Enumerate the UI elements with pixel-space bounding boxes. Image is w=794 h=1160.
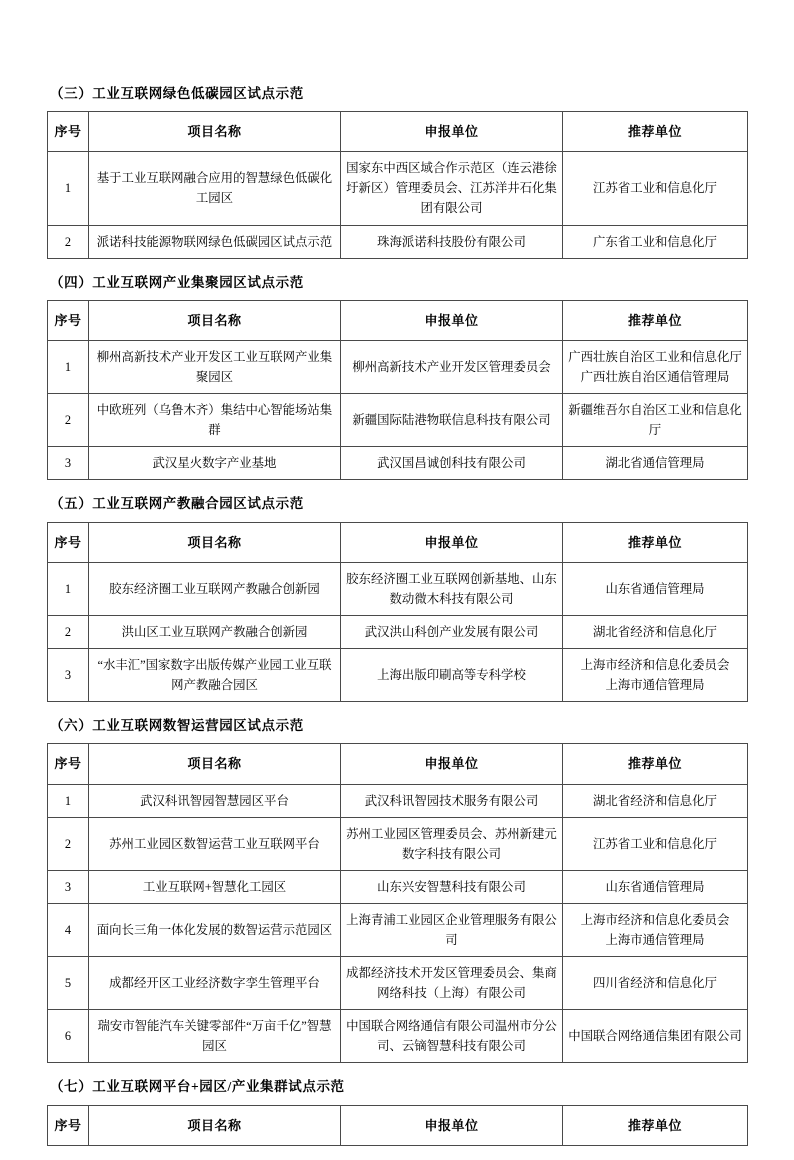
- cell-no: 2: [48, 394, 89, 447]
- cell-no: 3: [48, 447, 89, 480]
- column-header-apply: 申报单位: [341, 300, 563, 340]
- cell-applicant: 上海青浦工业园区企业管理服务有限公司: [341, 903, 563, 956]
- table-row: [48, 817, 748, 870]
- section-heading: （六）工业互联网数智运营园区试点示范: [50, 718, 304, 734]
- cell-applicant: 武汉科讯智园技术服务有限公司: [341, 784, 563, 817]
- text-line: 广西壮族自治区通信管理局: [580, 370, 730, 385]
- column-header-name: 项目名称: [89, 522, 341, 562]
- cell-recommender: [563, 903, 748, 956]
- cell-no: 3: [48, 870, 89, 903]
- column-header-apply: 申报单位: [341, 112, 563, 152]
- column-header-no: 序号: [48, 744, 89, 784]
- cell-recommender: 湖北省经济和信息化厅: [563, 615, 748, 648]
- cell-project-name: 工业互联网+智慧化工园区: [89, 870, 341, 903]
- cell-recommender: 山东省通信管理局: [563, 562, 748, 615]
- cell-project-name: 基于工业互联网融合应用的智慧绿色低碳化工园区: [89, 152, 341, 225]
- multi-line-text: [568, 347, 742, 387]
- cell-no: 1: [48, 562, 89, 615]
- projects-table: [47, 1105, 748, 1146]
- text-line: 广西壮族自治区工业和信息化厅: [568, 349, 742, 364]
- column-header-apply: 申报单位: [341, 744, 563, 784]
- cell-no: 1: [48, 784, 89, 817]
- section: [47, 273, 747, 481]
- cell-no: 6: [48, 1010, 89, 1063]
- table-row: [48, 152, 748, 225]
- cell-recommender: 新疆维吾尔自治区工业和信息化厅: [563, 394, 748, 447]
- section: [47, 716, 747, 1063]
- cell-project-name: 武汉星火数字产业基地: [89, 447, 341, 480]
- column-header-name: 项目名称: [89, 300, 341, 340]
- projects-table: [47, 743, 748, 1063]
- table-row: [48, 562, 748, 615]
- cell-no: 2: [48, 817, 89, 870]
- cell-project-name: 面向长三角一体化发展的数智运营示范园区: [89, 903, 341, 956]
- cell-applicant: 成都经济技术开发区管理委员会、集商网络科技（上海）有限公司: [341, 957, 563, 1010]
- cell-recommender: 湖北省经济和信息化厅: [563, 784, 748, 817]
- cell-no: 2: [48, 615, 89, 648]
- cell-project-name: 柳州高新技术产业开发区工业互联网产业集聚园区: [89, 340, 341, 393]
- table-row: [48, 784, 748, 817]
- column-header-rec: 推荐单位: [563, 522, 748, 562]
- cell-project-name: 瑞安市智能汽车关键零部件“万亩千亿”智慧园区: [89, 1010, 341, 1063]
- cell-recommender: 江苏省工业和信息化厅: [563, 152, 748, 225]
- table-header-row: [48, 522, 748, 562]
- cell-applicant: 武汉洪山科创产业发展有限公司: [341, 615, 563, 648]
- table-row: [48, 649, 748, 702]
- table-row: [48, 615, 748, 648]
- text-line: 上海市经济和信息化委员会: [580, 658, 730, 673]
- cell-recommender: [563, 649, 748, 702]
- cell-recommender: [563, 340, 748, 393]
- cell-applicant: 国家东中西区域合作示范区（连云港徐圩新区）管理委员会、江苏洋井石化集团有限公司: [341, 152, 563, 225]
- table-header-row: [48, 1105, 748, 1145]
- cell-no: 5: [48, 957, 89, 1010]
- cell-applicant: 中国联合网络通信有限公司温州市分公司、云镝智慧科技有限公司: [341, 1010, 563, 1063]
- cell-project-name: 成都经开区工业经济数字孪生管理平台: [89, 957, 341, 1010]
- cell-applicant: 珠海派诺科技股份有限公司: [341, 225, 563, 258]
- cell-applicant: 柳州高新技术产业开发区管理委员会: [341, 340, 563, 393]
- cell-applicant: 新疆国际陆港物联信息科技有限公司: [341, 394, 563, 447]
- table-row: [48, 447, 748, 480]
- cell-recommender: 山东省通信管理局: [563, 870, 748, 903]
- table-row: [48, 957, 748, 1010]
- section: [47, 494, 747, 702]
- cell-recommender: 湖北省通信管理局: [563, 447, 748, 480]
- cell-no: 1: [48, 152, 89, 225]
- cell-no: 2: [48, 225, 89, 258]
- cell-project-name: 苏州工业园区数智运营工业互联网平台: [89, 817, 341, 870]
- cell-project-name: “水丰汇”国家数字出版传媒产业园工业互联网产教融合园区: [89, 649, 341, 702]
- column-header-no: 序号: [48, 522, 89, 562]
- projects-table: [47, 300, 748, 481]
- column-header-name: 项目名称: [89, 744, 341, 784]
- table-row: [48, 394, 748, 447]
- projects-table: [47, 522, 748, 703]
- table-row: [48, 1010, 748, 1063]
- cell-no: 3: [48, 649, 89, 702]
- text-line: 上海市通信管理局: [605, 678, 705, 693]
- table-row: [48, 340, 748, 393]
- multi-line-text: [568, 655, 742, 695]
- table-header-row: [48, 112, 748, 152]
- column-header-no: 序号: [48, 1105, 89, 1145]
- text-line: 上海市通信管理局: [605, 932, 705, 947]
- column-header-no: 序号: [48, 300, 89, 340]
- cell-no: 1: [48, 340, 89, 393]
- multi-line-text: [568, 910, 742, 950]
- cell-project-name: 派诺科技能源物联网绿色低碳园区试点示范: [89, 225, 341, 258]
- section-heading: （七）工业互联网平台+园区/产业集群试点示范: [50, 1079, 345, 1095]
- text-line: 上海市经济和信息化委员会: [580, 912, 730, 927]
- cell-applicant: 胶东经济圈工业互联网创新基地、山东数动微木科技有限公司: [341, 562, 563, 615]
- cell-applicant: 上海出版印刷高等专科学校: [341, 649, 563, 702]
- table-row: [48, 870, 748, 903]
- projects-table: [47, 111, 748, 258]
- column-header-rec: 推荐单位: [563, 744, 748, 784]
- column-header-name: 项目名称: [89, 1105, 341, 1145]
- column-header-rec: 推荐单位: [563, 300, 748, 340]
- cell-applicant: 苏州工业园区管理委员会、苏州新建元数字科技有限公司: [341, 817, 563, 870]
- section: [47, 1077, 747, 1145]
- table-row: [48, 903, 748, 956]
- cell-recommender: 广东省工业和信息化厅: [563, 225, 748, 258]
- section-heading: （四）工业互联网产业集聚园区试点示范: [50, 274, 304, 290]
- column-header-rec: 推荐单位: [563, 1105, 748, 1145]
- cell-applicant: 武汉国昌诚创科技有限公司: [341, 447, 563, 480]
- column-header-name: 项目名称: [89, 112, 341, 152]
- cell-no: 4: [48, 903, 89, 956]
- cell-project-name: 中欧班列（乌鲁木齐）集结中心智能场站集群: [89, 394, 341, 447]
- cell-recommender: 中国联合网络通信集团有限公司: [563, 1010, 748, 1063]
- column-header-apply: 申报单位: [341, 1105, 563, 1145]
- table-header-row: [48, 744, 748, 784]
- cell-project-name: 胶东经济圈工业互联网产教融合创新园: [89, 562, 341, 615]
- column-header-apply: 申报单位: [341, 522, 563, 562]
- cell-applicant: 山东兴安智慧科技有限公司: [341, 870, 563, 903]
- section: [47, 84, 747, 259]
- section-heading: （三）工业互联网绿色低碳园区试点示范: [50, 86, 304, 101]
- column-header-rec: 推荐单位: [563, 112, 748, 152]
- cell-project-name: 武汉科讯智园智慧园区平台: [89, 784, 341, 817]
- document-content: [47, 84, 747, 1160]
- cell-recommender: 江苏省工业和信息化厅: [563, 817, 748, 870]
- table-header-row: [48, 300, 748, 340]
- table-row: [48, 225, 748, 258]
- section-heading: （五）工业互联网产教融合园区试点示范: [50, 496, 304, 512]
- column-header-no: 序号: [48, 112, 89, 152]
- cell-project-name: 洪山区工业互联网产教融合创新园: [89, 615, 341, 648]
- cell-recommender: 四川省经济和信息化厅: [563, 957, 748, 1010]
